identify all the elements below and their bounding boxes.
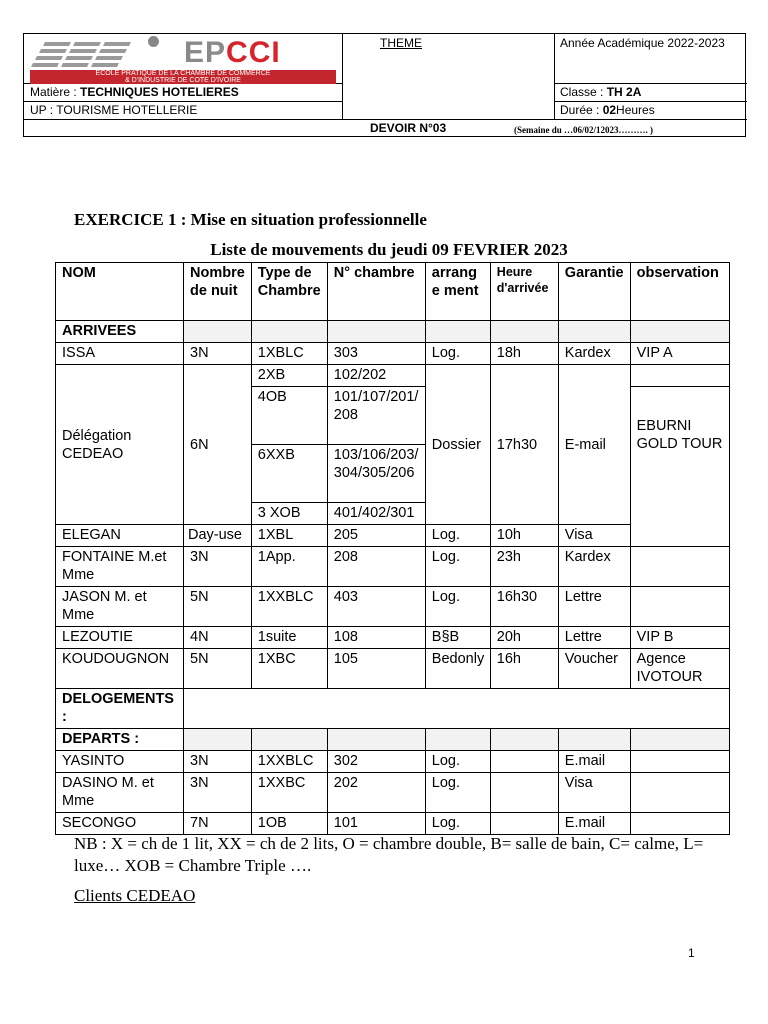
table-row	[56, 587, 730, 627]
header-arrival-time: Heure d'arrivée	[490, 263, 558, 321]
assignment-number: DEVOIR N°03	[370, 121, 447, 135]
cell-arrangement: Log.	[425, 525, 490, 547]
movements-list-title: Liste de mouvements du jeudi 09 FEVRIER 2023	[210, 240, 568, 259]
header-guarantee: Garantie	[558, 263, 630, 321]
exercise-title: EXERCICE 1 : Mise en situation professionnelle	[74, 210, 427, 229]
cell-arrival	[490, 813, 558, 835]
cell-room-number: 202	[327, 773, 425, 813]
cell-arrangement: Log.	[425, 813, 490, 835]
assignment-week: (Semaine du …06/02/12023………. )	[514, 125, 654, 135]
logo-wordmark: EPCCI	[184, 36, 281, 69]
cell-arrangement: Log.	[425, 751, 490, 773]
cell-name: LEZOUTIE	[56, 627, 184, 649]
header-divider	[24, 101, 342, 102]
cell-room-type: 6XXB	[251, 445, 327, 503]
cell-observation: VIP A	[630, 343, 729, 365]
section-row-dislodgements	[56, 689, 730, 729]
cell-guarantee: Lettre	[558, 627, 630, 649]
cell-guarantee: E-mail	[558, 365, 630, 525]
cell-arrangement: Log.	[425, 547, 490, 587]
unit-field: UP : TOURISME HOTELLERIE	[30, 103, 198, 117]
cell-nights: 3N	[184, 773, 252, 813]
class-field	[560, 85, 641, 99]
section-arrivals: ARRIVEES	[56, 321, 184, 343]
cell-nights: 6N	[184, 365, 252, 525]
cell-guarantee: Voucher	[558, 649, 630, 689]
section-departures: DEPARTS :	[56, 729, 184, 751]
theme-label: THEME	[380, 36, 422, 50]
header-divider	[554, 83, 747, 84]
table-row	[56, 751, 730, 773]
duration-value: 02	[602, 103, 617, 117]
cell-nights: 3N	[184, 343, 252, 365]
table-row	[56, 773, 730, 813]
cell-arrival: 20h	[490, 627, 558, 649]
table-row	[56, 365, 730, 387]
cell-guarantee: Kardex	[558, 343, 630, 365]
duration-field	[560, 103, 655, 117]
cell-room-type: 2XB	[251, 365, 327, 387]
cell-room-number: 103/106/203/304/305/206	[327, 445, 425, 503]
cell-guarantee: E.mail	[558, 751, 630, 773]
header-nights: Nombre de nuit	[184, 263, 252, 321]
document-header	[23, 33, 746, 137]
cell-name: ISSA	[56, 343, 184, 365]
table-row	[56, 649, 730, 689]
cell-room-type: 3 XOB	[251, 503, 327, 525]
school-logo	[30, 36, 336, 84]
cell-nights: 4N	[184, 627, 252, 649]
cell-nights: Day-use	[184, 525, 252, 547]
duration-label: Durée :	[560, 103, 603, 117]
cell-room-number: 101/107/201/208	[327, 387, 425, 445]
cell-room-number: 401/402/301	[327, 503, 425, 525]
cell-room-type: 1XXBLC	[251, 751, 327, 773]
cedeao-name-line2: CEDEAO	[62, 445, 124, 462]
header-nom: NOM	[56, 263, 184, 321]
cell-nights: 3N	[184, 547, 252, 587]
dislodgements-empty	[184, 689, 730, 729]
table-row	[56, 525, 730, 547]
cell-arrival	[490, 751, 558, 773]
cell-room-number: 205	[327, 525, 425, 547]
cell-name: SECONGO	[56, 813, 184, 835]
cell-arrangement: Bedonly	[425, 649, 490, 689]
cell-nights: 5N	[184, 649, 252, 689]
cell-name: DASINO M. et Mme	[56, 773, 184, 813]
cell-room-number: 403	[327, 587, 425, 627]
cell-observation	[630, 751, 729, 773]
cell-name: ELEGAN	[56, 525, 184, 547]
table-row	[56, 813, 730, 835]
cell-nights: 7N	[184, 813, 252, 835]
table-row	[56, 343, 730, 365]
logo-subtitle-line1: ECOLE PRATIQUE DE LA CHAMBRE DE COMMERCE	[95, 70, 271, 77]
cell-room-number: 302	[327, 751, 425, 773]
cell-guarantee: Visa	[558, 525, 630, 547]
cell-nights: 5N	[184, 587, 252, 627]
cell-arrangement: B§B	[425, 627, 490, 649]
cell-guarantee: Lettre	[558, 587, 630, 627]
cell-room-type: 1suite	[251, 627, 327, 649]
cell-arrangement: Dossier	[425, 365, 490, 525]
cell-name: YASINTO	[56, 751, 184, 773]
cell-room-type: 1XXBC	[251, 773, 327, 813]
header-divider	[554, 34, 555, 120]
subject-field	[30, 85, 239, 99]
academic-year: Année Académique 2022-2023	[560, 36, 725, 50]
cell-room-type: 1App.	[251, 547, 327, 587]
cell-arrival: 16h	[490, 649, 558, 689]
cell-observation	[630, 365, 729, 387]
cell-room-number: 105	[327, 649, 425, 689]
header-divider	[24, 119, 747, 120]
cell-observation: VIP B	[630, 627, 729, 649]
cell-arrival: 16h30	[490, 587, 558, 627]
table-header-row	[56, 263, 730, 321]
subject-label: Matière :	[30, 85, 81, 99]
cell-arrival: 17h30	[490, 365, 558, 525]
header-room-number: N° chambre	[327, 263, 425, 321]
cell-name: FONTAINE M.et Mme	[56, 547, 184, 587]
cell-guarantee: Kardex	[558, 547, 630, 587]
class-label: Classe :	[560, 85, 607, 99]
cell-arrangement: Log.	[425, 343, 490, 365]
duration-unit: Heures	[616, 103, 655, 117]
cell-observation	[630, 587, 729, 627]
cell-room-type: 1XXBLC	[251, 587, 327, 627]
cell-name: JASON M. et Mme	[56, 587, 184, 627]
table-row	[56, 627, 730, 649]
cell-observation	[630, 773, 729, 813]
cell-name: KOUDOUGNON	[56, 649, 184, 689]
section-row-departures	[56, 729, 730, 751]
cell-nights: 3N	[184, 751, 252, 773]
cell-name-cedeao	[56, 365, 184, 525]
movements-table	[55, 262, 730, 835]
header-divider	[342, 34, 343, 120]
cell-arrival: 18h	[490, 343, 558, 365]
cell-arrival: 23h	[490, 547, 558, 587]
logo-subtitle	[30, 70, 336, 84]
header-room-type: Type de Chambre	[251, 263, 327, 321]
header-observation: observation	[630, 263, 729, 321]
cell-observation	[630, 547, 729, 587]
cell-guarantee: Visa	[558, 773, 630, 813]
cell-guarantee: E.mail	[558, 813, 630, 835]
header-arrangement: arrang e ment	[425, 263, 490, 321]
cell-room-number: 102/202	[327, 365, 425, 387]
cell-observation-cedeao: EBURNI GOLD TOUR	[630, 387, 729, 547]
cell-room-number: 303	[327, 343, 425, 365]
cell-room-number: 108	[327, 627, 425, 649]
cell-room-number: 208	[327, 547, 425, 587]
cell-room-type: 1XBLC	[251, 343, 327, 365]
cell-arrangement: Log.	[425, 587, 490, 627]
logo-subtitle-line2: & D'INDUSTRIE DE COTE D'IVOIRE	[125, 77, 241, 84]
cell-room-type: 1XBL	[251, 525, 327, 547]
cell-arrival	[490, 773, 558, 813]
cell-room-type: 1OB	[251, 813, 327, 835]
logo-dot	[148, 36, 159, 47]
section-row-arrivals	[56, 321, 730, 343]
cell-room-type: 4OB	[251, 387, 327, 445]
page-number: 1	[688, 946, 695, 960]
table-row	[56, 547, 730, 587]
class-value: TH 2A	[606, 85, 642, 99]
cell-room-number: 101	[327, 813, 425, 835]
section-dislodgements: DELOGEMENTS :	[56, 689, 184, 729]
cell-arrangement: Log.	[425, 773, 490, 813]
header-divider	[554, 101, 747, 102]
subject-value: TECHNIQUES HOTELIERES	[80, 85, 239, 99]
clients-cedeao-heading: Clients CEDEAO	[74, 886, 196, 905]
cedeao-name-line1: Délégation	[62, 427, 132, 444]
cell-observation: Agence IVOTOUR	[630, 649, 729, 689]
cell-observation	[630, 813, 729, 835]
cell-room-type: 1XBC	[251, 649, 327, 689]
cell-arrival: 10h	[490, 525, 558, 547]
nb-note: NB : X = ch de 1 lit, XX = ch de 2 lits, O = chambre double, B= salle de bain, C= calme, L= luxe… XOB = Chambre Triple ….	[74, 834, 704, 875]
